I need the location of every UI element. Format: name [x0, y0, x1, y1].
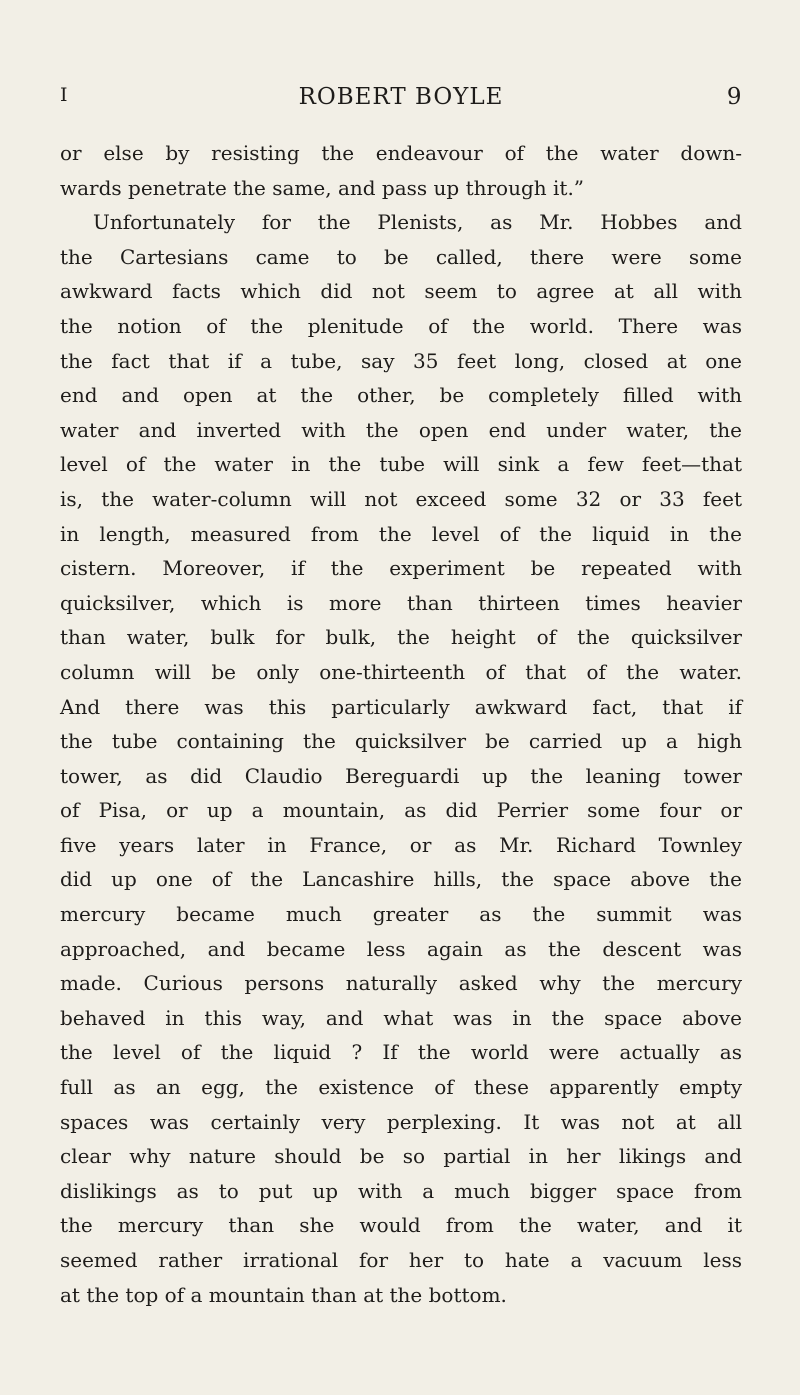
text-line: made. Curious persons naturally asked why the mercury: [60, 971, 742, 996]
text-line: did up one of the Lancashire hills, the space above the: [60, 867, 742, 892]
text-line: the Cartesians came to be called, there were some: [60, 244, 742, 269]
text-line: quicksilver, which is more than thirteen times heavier: [60, 590, 742, 615]
text-line: behaved in this way, and what was in the space above: [60, 1005, 742, 1030]
text-line: of Pisa, or up a mountain, as did Perrier some four or: [60, 798, 742, 823]
text-line: full as an egg, the existence of these apparently empty: [60, 1075, 742, 1100]
text-line: five years later in France, or as Mr. Richard Townley: [60, 832, 742, 857]
text-line: the fact that if a tube, say 35 feet long, closed at one: [60, 348, 742, 373]
text-line: clear why nature should be so partial in her likings and: [60, 1144, 742, 1169]
book-page: [0, 84, 800, 1395]
paragraph-2: [60, 205, 742, 1312]
text-line: seemed rather irrational for her to hate a vacuum less: [60, 1248, 742, 1272]
text-line: dislikings as to put up with a much bigger space from: [60, 1178, 742, 1203]
text-line: the mercury than she would from the water, and it: [60, 1213, 742, 1238]
text-line: than water, bulk for bulk, the height of the quicksilver: [60, 625, 742, 650]
paragraph-1: [60, 136, 742, 205]
text-line: approached, and became less again as the descent was: [60, 936, 742, 961]
text-line: mercury became much greater as the summit was: [60, 902, 742, 927]
text-line: column will be only one-thirteenth of that of the water.: [60, 659, 742, 684]
text-line: the level of the liquid ? If the world were actually as: [60, 1040, 742, 1065]
text-line: water and inverted with the open end under water, the: [60, 417, 742, 442]
text-line: cistern. Moreover, if the experiment be repeated with: [60, 556, 742, 581]
text-line: at the top of a mountain than at the bottom.: [60, 1282, 507, 1307]
text-line: is, the water-column will not exceed some 32 or 33 feet: [60, 486, 742, 511]
text-line: in length, measured from the level of the liquid in the: [60, 521, 742, 546]
body-text: [60, 136, 742, 1312]
text-line: spaces was certainly very perplexing. It was not at all: [60, 1109, 742, 1134]
text-line: wards penetrate the same, and pass up through it.”: [60, 175, 585, 200]
text-line: Unfortunately for the Plenists, as Mr. Hobbes and: [93, 210, 742, 235]
running-title: ROBERT BOYLE: [298, 84, 504, 110]
running-head: [60, 84, 742, 114]
text-line: tower, as did Claudio Bereguardi up the leaning tower: [60, 763, 742, 788]
text-line: And there was this particularly awkward fact, that if: [60, 694, 742, 719]
text-line: or else by resisting the endeavour of the water down-: [60, 141, 742, 165]
text-line: awkward facts which did not seem to agree at all with: [60, 279, 742, 304]
text-line: level of the water in the tube will sink a few feet—that: [60, 452, 742, 477]
text-line: end and open at the other, be completely filled with: [60, 383, 742, 408]
chapter-number: I: [60, 84, 69, 106]
text-line: the notion of the plenitude of the world. There was: [60, 313, 742, 338]
text-line: the tube containing the quicksilver be carried up a high: [60, 729, 742, 754]
page-number: 9: [726, 84, 742, 110]
